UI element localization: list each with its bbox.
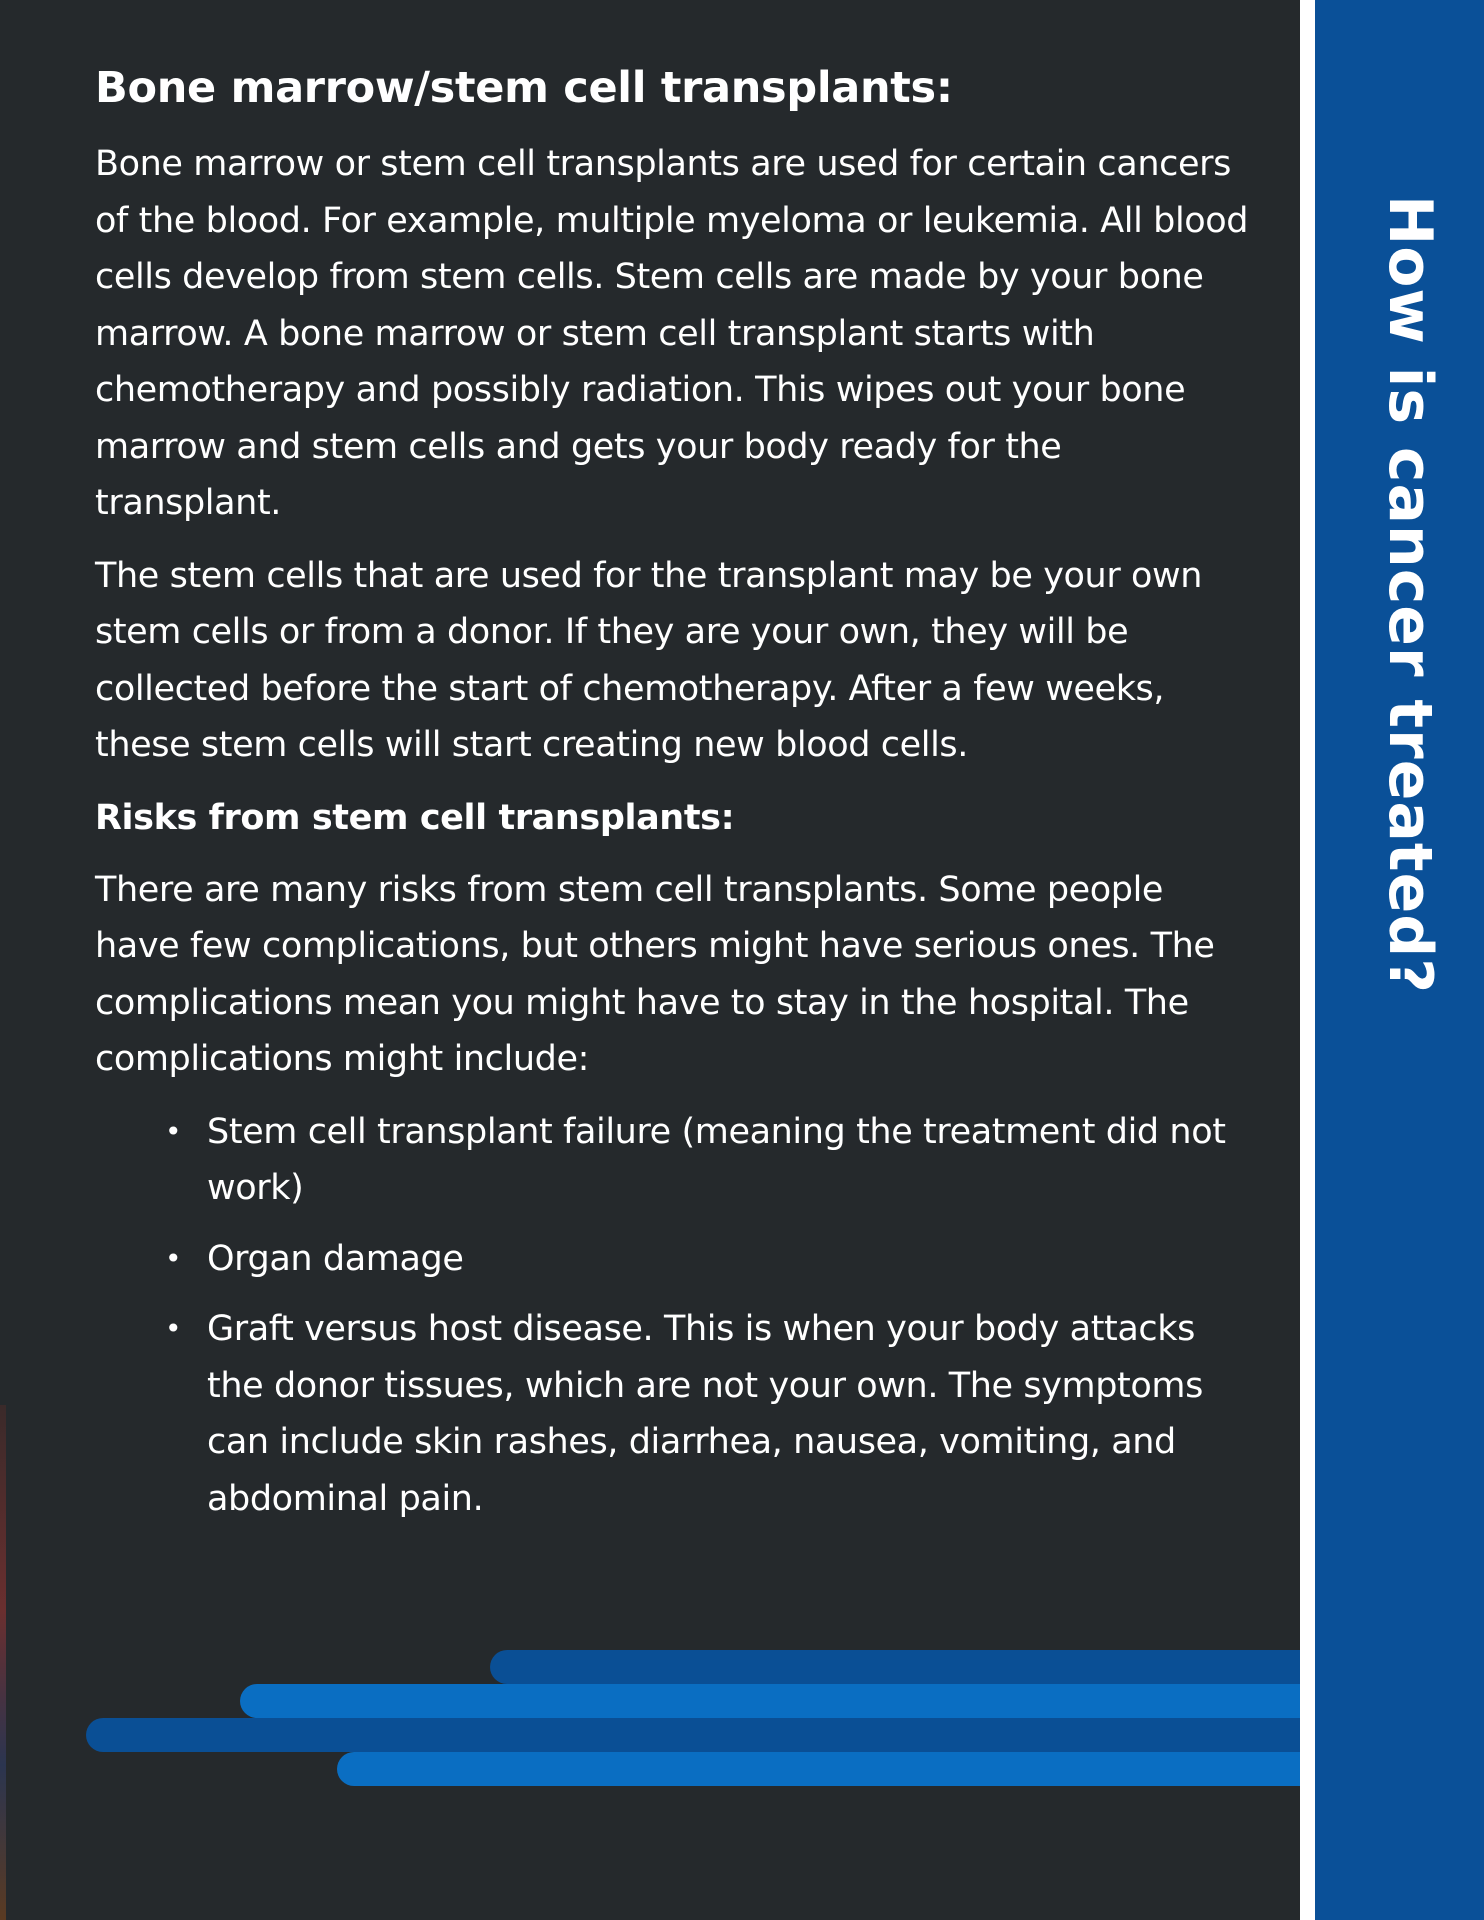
list-item — [165, 1104, 1255, 1217]
bullet-icon: • — [165, 1312, 182, 1345]
sidebar-title: How is cancer treated? — [1375, 195, 1445, 995]
list-item — [165, 1301, 1255, 1527]
image-edge-strip — [0, 1405, 6, 1920]
list-item-text: Graft versus host disease. This is when your body attacks the donor tissues, which are not your own. The symptoms can include skin rashes, diarrhea, nausea, vomiting, and abdominal pain. — [207, 1309, 1203, 1519]
risks-intro-paragraph: There are many risks from stem cell transplants. Some people have few complications, but others might have serious ones. The complications mean you might have to stay in the hospital. The complications might include: — [95, 869, 1215, 1079]
main-content — [95, 60, 1255, 1541]
bullet-icon: • — [165, 1241, 182, 1275]
page-divider — [1300, 0, 1315, 1920]
bullet-icon: • — [165, 1114, 182, 1148]
decorative-stripe — [240, 1684, 1300, 1718]
list-item-text: Organ damage — [207, 1238, 464, 1279]
complications-list — [95, 1104, 1255, 1528]
intro-paragraph: Bone marrow or stem cell transplants are used for certain cancers of the blood. For example, multiple myeloma or leukemia. All blood cells develop from stem cells. Stem cells are made by your bone marrow. A bone marrow or stem cell transplant starts with chemotherapy and possibly radiation. This wipes out your bone marrow and stem cells and gets your body ready for the transplant. — [95, 144, 1249, 523]
risks-heading: Risks from stem cell transplants: — [95, 797, 735, 838]
list-item — [165, 1231, 1255, 1288]
decorative-stripe — [337, 1752, 1300, 1786]
list-item-text: Stem cell transplant failure (meaning the treatment did not work) — [207, 1111, 1226, 1208]
decorative-stripe — [490, 1650, 1300, 1684]
decorative-stripe — [86, 1718, 1300, 1752]
stem-cell-source-paragraph: The stem cells that are used for the transplant may be your own stem cells or from a donor. If they are your own, they will be collected before the start of chemotherapy. After a few weeks, these stem cells will start creating new blood cells. — [95, 555, 1203, 765]
section-heading: Bone marrow/stem cell transplants: — [95, 63, 953, 113]
